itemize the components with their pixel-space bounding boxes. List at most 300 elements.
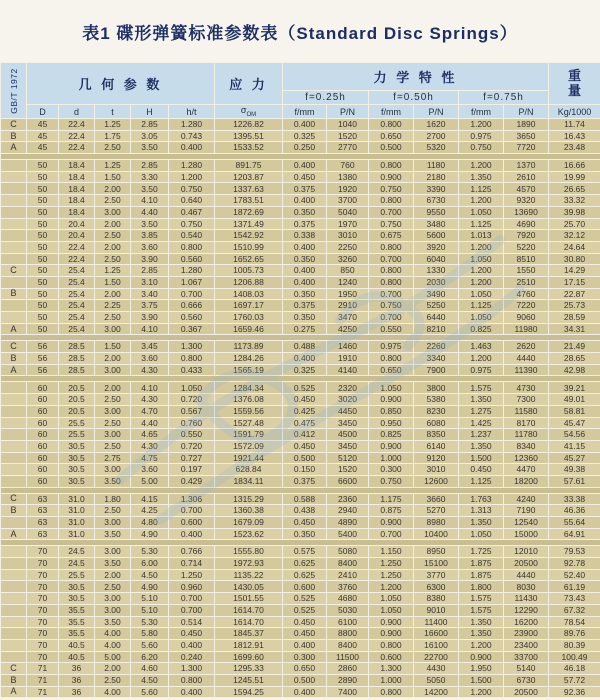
value-cell: 50 [27,253,59,265]
series-letter-cell [1,394,27,406]
value-cell: 13690 [504,206,549,218]
value-cell: 6040 [414,253,459,265]
value-cell: 4.70 [131,405,169,417]
value-cell: 0.900 [369,628,414,640]
value-cell: 70 [27,604,59,616]
value-cell: 32.12 [549,230,600,242]
value-cell: 28.5 [59,353,95,365]
table-row [1,475,600,487]
value-cell: 0.240 [169,651,215,663]
value-cell: 15100 [414,558,459,570]
value-cell: 0.375 [283,218,327,230]
value-cell: 0.367 [169,323,215,335]
value-cell: 70 [27,569,59,581]
value-cell: 0.600 [169,517,215,529]
value-cell: 0.700 [369,288,414,300]
value-cell: 2.50 [95,674,131,686]
value-cell: 1.125 [459,183,504,195]
value-cell: 0.475 [283,417,327,429]
value-cell: 0.540 [169,230,215,242]
value-cell: 1697.17 [215,300,283,312]
value-cell: 50 [27,171,59,183]
value-cell: 18200 [504,475,549,487]
value-cell: 0.350 [283,528,327,540]
value-cell: 3.40 [131,288,169,300]
series-letter-cell [1,429,27,441]
value-cell: 30.5 [59,475,95,487]
value-cell: 1.200 [369,581,414,593]
standard-label-cell [1,63,27,119]
value-cell: 0.750 [369,475,414,487]
value-cell: 0.800 [369,241,414,253]
value-cell: 0.700 [369,312,414,324]
value-cell: 24.64 [549,241,600,253]
series-letter-cell [1,604,27,616]
series-letter-cell [1,160,27,172]
value-cell: 1659.46 [215,323,283,335]
value-cell: 1.575 [459,604,504,616]
value-cell: 0.950 [369,417,414,429]
value-cell: 3.00 [95,405,131,417]
value-cell: 3800 [414,382,459,394]
value-cell: 56 [27,364,59,376]
value-cell: 15000 [504,528,549,540]
value-cell: 25.5 [59,429,95,441]
value-cell: 1.200 [459,265,504,277]
col-ht: h/t [169,105,215,119]
value-cell: 57.72 [549,674,600,686]
value-cell: 0.250 [283,142,327,154]
value-cell: 10400 [414,528,459,540]
value-cell: 0.750 [169,183,215,195]
value-cell: 3.85 [131,230,169,242]
value-cell: 0.400 [169,142,215,154]
value-cell: 3.05 [131,130,169,142]
value-cell: 2.00 [95,353,131,365]
header-stress: 应 力 [215,63,283,105]
value-cell: 0.750 [459,142,504,154]
value-cell: 50 [27,276,59,288]
value-cell: 2.50 [95,417,131,429]
value-cell: 49.38 [549,464,600,476]
value-cell: 3.00 [95,517,131,529]
value-cell: 1315.29 [215,493,283,505]
value-cell: 40.5 [59,651,95,663]
table-row [1,517,600,529]
value-cell: 70 [27,546,59,558]
series-letter-cell [1,171,27,183]
table-row [1,253,600,265]
value-cell: 5600 [414,230,459,242]
value-cell: 1.050 [369,382,414,394]
table-row [1,276,600,288]
value-cell: 5.60 [131,686,169,698]
value-cell: 628.84 [215,464,283,476]
value-cell: 0.750 [369,218,414,230]
series-letter-cell [1,517,27,529]
table-header [1,63,600,119]
title-bar [0,0,600,62]
series-letter-cell [1,405,27,417]
table-body [1,119,600,698]
value-cell: 0.450 [283,616,327,628]
value-cell: 20.5 [59,382,95,394]
value-cell: 3920 [414,241,459,253]
value-cell: 3700 [327,195,369,207]
value-cell: 3.60 [131,353,169,365]
value-cell: 6100 [327,616,369,628]
value-cell: 11780 [504,429,549,441]
value-cell: 16.66 [549,160,600,172]
header-deflection-025: f=0.25h [283,91,369,105]
series-letter-cell [1,452,27,464]
series-letter-cell [1,382,27,394]
value-cell: 7920 [504,230,549,242]
value-cell: 30.5 [59,452,95,464]
value-cell: 1.350 [459,394,504,406]
value-cell: 1.875 [459,558,504,570]
value-cell: 1921.44 [215,452,283,464]
value-cell: 5040 [327,206,369,218]
value-cell: 3.50 [131,218,169,230]
value-cell: 8380 [414,593,459,605]
value-cell: 0.800 [369,265,414,277]
value-cell: 0.800 [369,639,414,651]
value-cell: 50 [27,160,59,172]
value-cell: 4.90 [131,581,169,593]
value-cell: 0.900 [369,517,414,529]
value-cell: 5080 [327,546,369,558]
value-cell: 1591.79 [215,429,283,441]
table-row [1,183,600,195]
value-cell: 63 [27,517,59,529]
table-row [1,686,600,698]
value-cell: 0.500 [283,674,327,686]
value-cell: 1.013 [459,230,504,242]
value-cell: 5250 [414,300,459,312]
value-cell: 1.200 [169,171,215,183]
value-cell: 4450 [327,405,369,417]
value-cell: 60 [27,452,59,464]
value-cell: 1360.38 [215,505,283,517]
value-cell: 2.50 [95,505,131,517]
value-cell: 0.700 [169,505,215,517]
value-cell: 0.400 [283,241,327,253]
value-cell: 63 [27,493,59,505]
value-cell: 0.900 [369,394,414,406]
value-cell: 12600 [414,475,459,487]
value-cell: 1.000 [369,452,414,464]
value-cell: 1.000 [369,674,414,686]
value-cell: 5320 [414,142,459,154]
table-row [1,364,600,376]
value-cell: 2320 [327,382,369,394]
table-row [1,382,600,394]
value-cell: 11390 [504,364,549,376]
series-letter-cell [1,475,27,487]
value-cell: 0.875 [369,505,414,517]
value-cell: 7400 [327,686,369,698]
value-cell: 0.325 [283,364,327,376]
value-cell: 70 [27,581,59,593]
value-cell: 11400 [414,616,459,628]
value-cell: 28.5 [59,341,95,353]
table-row [1,452,600,464]
value-cell: 1.125 [459,218,504,230]
value-cell: 50 [27,300,59,312]
value-cell: 4240 [504,493,549,505]
value-cell: 33.32 [549,195,600,207]
value-cell: 25.4 [59,300,95,312]
series-letter-cell [1,628,27,640]
value-cell: 1005.73 [215,265,283,277]
value-cell: 60 [27,382,59,394]
table-row [1,558,600,570]
value-cell: 2.85 [131,119,169,131]
value-cell: 3.50 [95,475,131,487]
value-cell: 0.300 [369,464,414,476]
value-cell: 1.950 [459,663,504,675]
value-cell: 14200 [414,686,459,698]
value-cell: 3490 [414,288,459,300]
value-cell: 1501.55 [215,593,283,605]
col-D: D [27,105,59,119]
value-cell: 0.975 [369,341,414,353]
value-cell: 2510 [504,276,549,288]
value-cell: 60 [27,394,59,406]
value-cell: 9060 [504,312,549,324]
value-cell: 0.625 [283,558,327,570]
value-cell: 6.00 [131,558,169,570]
standard-label: GB/T 1972 [8,67,19,114]
value-cell: 12360 [504,452,549,464]
value-cell: 0.350 [283,288,327,300]
series-letter-cell [1,581,27,593]
value-cell: 8230 [414,405,459,417]
value-cell: 5120 [327,452,369,464]
table-row [1,353,600,365]
value-cell: 1.500 [459,452,504,464]
value-cell: 20.4 [59,230,95,242]
value-cell: 57.61 [549,475,600,487]
value-cell: 8030 [504,581,549,593]
value-cell: 2.00 [95,183,131,195]
value-cell: 2.50 [95,195,131,207]
series-letter-cell: C [1,341,27,353]
table-row [1,230,600,242]
value-cell: 1.75 [95,130,131,142]
value-cell: 5380 [414,394,459,406]
value-cell: 45.27 [549,452,600,464]
value-cell: 50 [27,183,59,195]
table-row [1,341,600,353]
series-letter-cell: B [1,674,27,686]
value-cell: 8800 [327,628,369,640]
value-cell: 1.800 [459,581,504,593]
value-cell: 8210 [414,323,459,335]
value-cell: 28.59 [549,312,600,324]
header-mechanical: 力 学 特 性 [283,63,549,91]
value-cell: 1890 [504,119,549,131]
value-cell: 1135.22 [215,569,283,581]
value-cell: 2610 [504,171,549,183]
value-cell: 25.73 [549,300,600,312]
series-letter-cell [1,206,27,218]
value-cell: 22.4 [59,119,95,131]
value-cell: 0.400 [283,265,327,277]
value-cell: 56 [27,341,59,353]
value-cell: 0.560 [169,312,215,324]
value-cell: 0.666 [169,300,215,312]
value-cell: 3470 [327,312,369,324]
value-cell: 2700 [414,130,459,142]
series-letter-cell [1,417,27,429]
value-cell: 0.900 [369,616,414,628]
value-cell: 31.0 [59,528,95,540]
value-cell: 4140 [327,364,369,376]
series-letter-cell [1,616,27,628]
value-cell: 30.5 [59,464,95,476]
value-cell: 49.01 [549,394,600,406]
series-letter-cell [1,195,27,207]
value-cell: 5220 [504,241,549,253]
col-fmm-1: f/mm [283,105,327,119]
value-cell: 1240 [327,276,369,288]
value-cell: 3.00 [95,546,131,558]
value-cell: 52.40 [549,569,600,581]
header-deflection-075: f=0.75h [459,91,549,105]
value-cell: 2.50 [95,581,131,593]
value-cell: 67.32 [549,604,600,616]
table-row [1,628,600,640]
value-cell: 4.40 [131,206,169,218]
value-cell: 0.800 [369,195,414,207]
value-cell: 0.338 [283,230,327,242]
value-cell: 50 [27,206,59,218]
value-cell: 3.30 [131,171,169,183]
value-cell: 60 [27,464,59,476]
value-cell: 4.80 [131,517,169,529]
value-cell: 3.00 [95,593,131,605]
value-cell: 1559.56 [215,405,283,417]
value-cell: 0.150 [283,464,327,476]
value-cell: 1.200 [459,160,504,172]
value-cell: 1614.70 [215,616,283,628]
value-cell: 0.525 [283,382,327,394]
table-row [1,119,600,131]
value-cell: 3650 [504,130,549,142]
value-cell: 0.467 [169,206,215,218]
value-cell: 8400 [327,639,369,651]
value-cell: 1284.34 [215,382,283,394]
value-cell: 0.450 [283,628,327,640]
table-row [1,300,600,312]
value-cell: 1572.09 [215,440,283,452]
value-cell: 0.400 [169,639,215,651]
value-cell: 1203.87 [215,171,283,183]
value-cell: 1872.69 [215,206,283,218]
col-pn-3: P/N [504,105,549,119]
value-cell: 71 [27,663,59,675]
value-cell: 1.050 [369,604,414,616]
value-cell: 60 [27,475,59,487]
table-row [1,288,600,300]
value-cell: 0.720 [169,440,215,452]
value-cell: 11500 [327,651,369,663]
value-cell: 0.450 [283,440,327,452]
table-row [1,218,600,230]
value-cell: 11980 [504,323,549,335]
value-cell: 0.900 [369,171,414,183]
series-letter-cell: A [1,364,27,376]
value-cell: 22.4 [59,130,95,142]
value-cell: 850 [327,265,369,277]
value-cell: 3770 [414,569,459,581]
table-row [1,593,600,605]
value-cell: 1.200 [459,353,504,365]
value-cell: 0.350 [283,253,327,265]
value-cell: 100.49 [549,651,600,663]
value-cell: 46.36 [549,505,600,517]
value-cell: 891.75 [215,160,283,172]
value-cell: 3010 [414,464,459,476]
value-cell: 0.550 [169,429,215,441]
table-row [1,639,600,651]
value-cell: 1.763 [459,493,504,505]
value-cell: 0.800 [369,119,414,131]
value-cell: 3.10 [131,276,169,288]
value-cell: 1.050 [459,288,504,300]
col-sigma: $\sigma_{OM}$ [215,105,283,119]
value-cell: 0.714 [169,558,215,570]
table-row [1,528,600,540]
value-cell: 3.00 [95,206,131,218]
value-cell: 0.975 [459,364,504,376]
value-cell: 25.4 [59,265,95,277]
value-cell: 20.5 [59,405,95,417]
value-cell: 0.800 [369,160,414,172]
value-cell: 2860 [327,663,369,675]
value-cell: 3020 [327,394,369,406]
value-cell: 39.98 [549,206,600,218]
value-cell: 1.050 [459,528,504,540]
value-cell: 50 [27,230,59,242]
value-cell: 18.4 [59,160,95,172]
value-cell: 1371.49 [215,218,283,230]
value-cell: 0.400 [283,686,327,698]
value-cell: 0.325 [283,130,327,142]
value-cell: 0.400 [169,686,215,698]
value-cell: 11580 [504,405,549,417]
col-fmm-3: f/mm [459,105,504,119]
value-cell: 0.438 [283,505,327,517]
value-cell: 0.825 [459,323,504,335]
value-cell: 1523.62 [215,528,283,540]
value-cell: 1.200 [459,639,504,651]
value-cell: 18.4 [59,171,95,183]
value-cell: 1.350 [459,171,504,183]
value-cell: 50 [27,265,59,277]
value-cell: 1.306 [169,493,215,505]
col-H: H [131,105,169,119]
value-cell: 1395.51 [215,130,283,142]
value-cell: 4.10 [131,382,169,394]
value-cell: 3760 [327,581,369,593]
value-cell: 1.200 [459,276,504,288]
series-letter-cell: C [1,119,27,131]
table-row [1,265,600,277]
value-cell: 33700 [504,651,549,663]
